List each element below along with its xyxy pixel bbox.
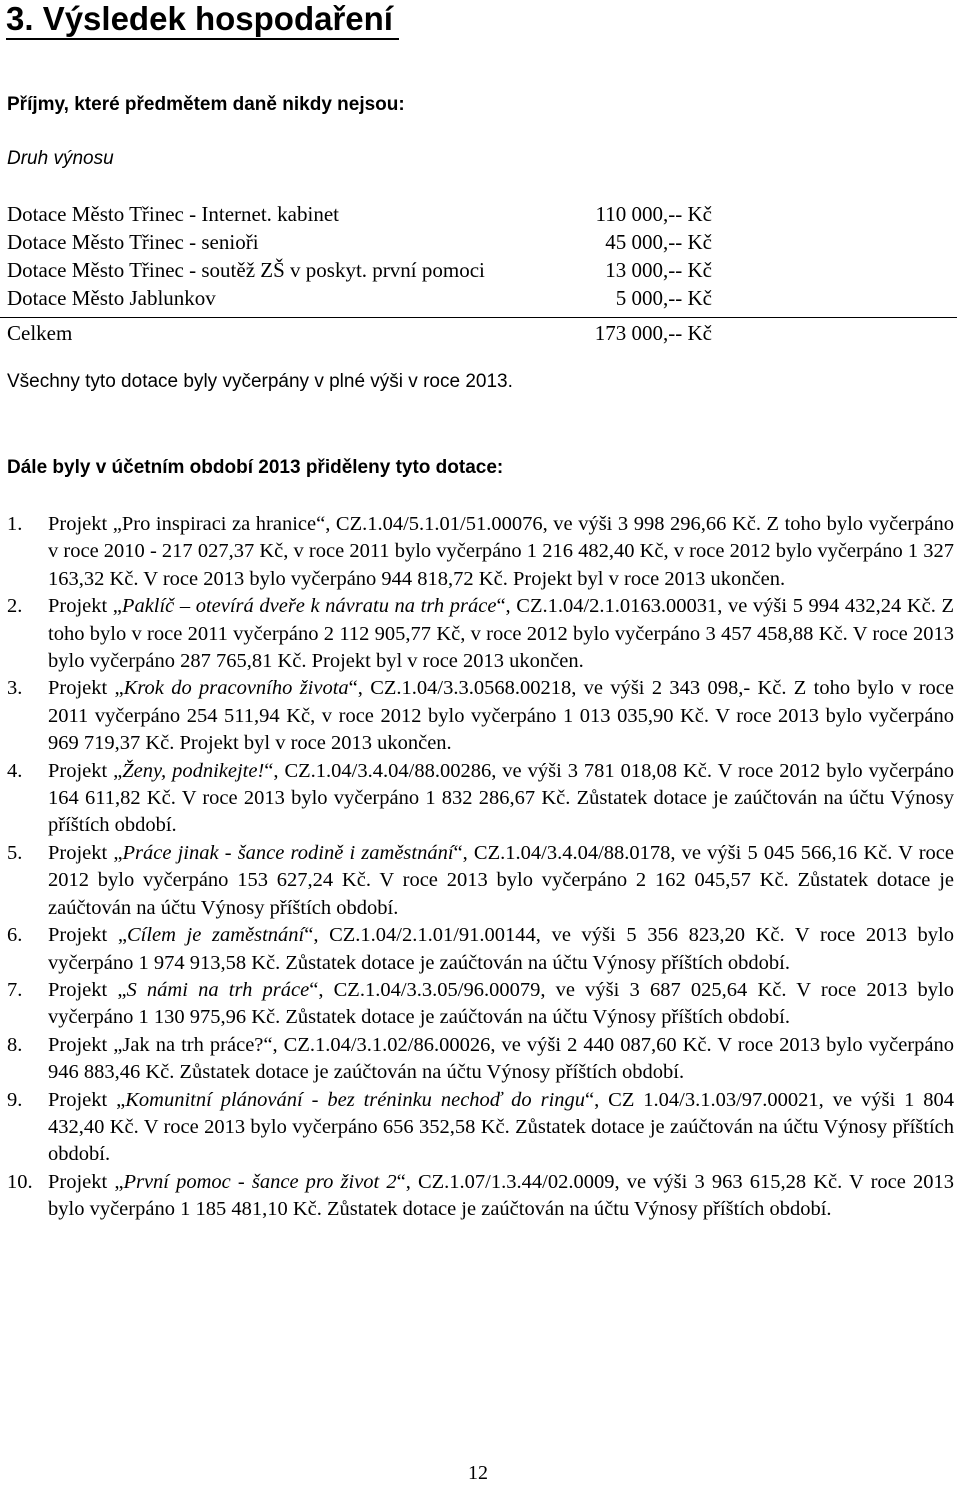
project-item xyxy=(0,675,954,757)
project-details: “, CZ.1.04/3.1.02/86.00026, ve výši 2 440 087,60 Kč. V roce 2013 bylo vyčerpáno 946 883,46 Kč. Zůstatek dotace je zaúčtován na účtu Výnosy příštích období. xyxy=(48,1033,954,1084)
project-details: “, CZ.1.04/5.1.01/51.00076, ve výši 3 998 296,66 Kč. Z toho bylo vyčerpáno v roce 2010 - 217 027,37 Kč, v roce 2011 bylo vyčerpáno 1 216 482,40 Kč, v roce 2012 bylo vyčerpáno 1 327 163,32 Kč. V roce 2013 bylo vyčerpáno 944 818,72 Kč. Projekt byl v roce 2013 ukončen. xyxy=(48,513,954,590)
project-number: 9. xyxy=(7,1088,23,1111)
project-details: “, CZ.1.07/1.3.44/02.0009, ve výši 3 963 615,28 Kč. V roce 2013 bylo vyčerpáno 1 185 481,10 Kč. Zůstatek dotace je zaúčtován na účtu Výnosy příštích období. xyxy=(48,1170,954,1221)
project-prefix: Projekt „ xyxy=(48,1170,124,1193)
income-row-label: Dotace Město Třinec - soutěž ZŠ v poskyt. první pomoci xyxy=(7,258,485,282)
projects-heading: Dále byly v účetním období 2013 přiděleny tyto dotace: xyxy=(7,457,504,478)
income-total-amount: 173 000,-- Kč xyxy=(594,321,712,345)
income-row-amount: 5 000,-- Kč xyxy=(615,286,712,310)
income-table xyxy=(0,202,957,348)
income-row-amount: 13 000,-- Kč xyxy=(605,258,712,282)
income-row-label: Dotace Město Třinec - senioři xyxy=(7,230,259,254)
project-prefix: Projekt „ xyxy=(48,924,127,947)
project-details: “, CZ.1.04/2.1.01/91.00144, ve výši 5 356 823,20 Kč. V roce 2013 bylo vyčerpáno 1 974 913,58 Kč. Zůstatek dotace je zaúčtován na účtu Výnosy příštích období. xyxy=(48,924,954,974)
income-row xyxy=(0,202,957,230)
project-name: Pro inspiraci za hranice xyxy=(121,513,317,535)
income-row-amount: 45 000,-- Kč xyxy=(605,230,712,254)
project-prefix: Projekt „ xyxy=(48,595,122,618)
column-header: Druh výnosu xyxy=(7,148,114,169)
income-row-label: Dotace Město Jablunkov xyxy=(7,286,216,310)
project-item xyxy=(0,977,954,1032)
project-name: Cílem je zaměstnání xyxy=(126,924,305,947)
project-number: 4. xyxy=(7,759,23,782)
project-details: “, CZ.1.04/3.3.05/96.00079, ve výši 3 687 025,64 Kč. V roce 2013 bylo vyčerpáno 1 130 975,96 Kč. Zůstatek dotace je zaúčtován na účtu Výnosy příštích období. xyxy=(48,978,954,1029)
project-number: 1. xyxy=(7,513,23,535)
project-details: “, CZ.1.04/3.4.04/88.00286, ve výši 3 781 018,08 Kč. V roce 2012 bylo vyčerpáno 164 611,82 Kč. V roce 2013 bylo vyčerpáno 1 832 286,67 Kč. Zůstatek dotace je zaúčtován na účtu Výnosy příštích období. xyxy=(48,759,954,837)
project-item xyxy=(0,1169,954,1224)
project-details: “, CZ.1.04/3.4.04/88.0178, ve výši 5 045 566,16 Kč. V roce 2012 bylo vyčerpáno 153 627,24 Kč. V roce 2013 bylo vyčerpáno 2 162 045,57 Kč. Zůstatek dotace je zaúčtován na účtu Výnosy příštích období. xyxy=(48,841,954,919)
project-name: Krok do pracovního života xyxy=(123,677,349,700)
project-name: Jak na trh práce? xyxy=(122,1033,264,1056)
project-details: “, CZ.1.04/2.1.0163.00031, ve výši 5 994 432,24 Kč. Z toho bylo v roce 2011 vyčerpáno 2 112 905,77 Kč, v roce 2012 bylo vyčerpáno 3 457 458,88 Kč. V roce 2013 bylo vyčerpáno 287 765,81 Kč. Projekt byl v roce 2013 ukončen. xyxy=(48,595,954,673)
project-item xyxy=(0,922,954,977)
project-prefix: Projekt „ xyxy=(48,759,123,782)
project-item xyxy=(0,1032,954,1087)
income-row-label: Dotace Město Třinec - Internet. kabinet xyxy=(7,202,339,226)
project-item xyxy=(0,1087,954,1169)
income-row xyxy=(0,258,957,286)
income-row-amount: 110 000,-- Kč xyxy=(595,202,712,226)
projects-list xyxy=(0,511,954,1224)
project-name: Komunitní plánování - bez tréninku nechoď do ringu xyxy=(125,1088,586,1111)
income-row xyxy=(0,286,957,314)
project-name: Práce jinak - šance rodině i zaměstnání xyxy=(122,841,454,864)
income-total-label: Celkem xyxy=(7,321,73,345)
project-number: 2. xyxy=(7,595,23,618)
project-item xyxy=(0,511,954,593)
project-number: 6. xyxy=(7,924,23,947)
project-number: 10. xyxy=(7,1170,33,1193)
project-prefix: Projekt „ xyxy=(48,978,127,1001)
income-row xyxy=(0,230,957,258)
project-name: Ženy, podnikejte! xyxy=(122,759,265,782)
project-item xyxy=(0,758,954,840)
project-details: “, CZ 1.04/3.1.03/97.00021, ve výši 1 804 432,40 Kč. V roce 2013 bylo vyčerpáno 656 352,58 Kč. Zůstatek dotace je zaúčtován na účtu Výnosy příštích období. xyxy=(48,1088,954,1166)
project-item xyxy=(0,593,954,675)
project-name: Paklíč – otevírá dveře k návratu na trh práce xyxy=(121,595,497,618)
project-name: První pomoc - šance pro život 2 xyxy=(123,1170,397,1193)
project-name: S námi na trh práce xyxy=(126,978,310,1001)
page-number: 12 xyxy=(468,1462,488,1484)
project-prefix: Projekt „ xyxy=(48,1033,123,1056)
income-heading: Příjmy, které předmětem daně nikdy nejsou: xyxy=(7,94,405,115)
project-item xyxy=(0,840,954,922)
project-prefix: Projekt „ xyxy=(48,841,123,864)
project-details: “, CZ.1.04/3.3.0568.00218, ve výši 2 343 098,- Kč. Z toho bylo v roce 2011 vyčerpáno 254 511,94 Kč, v roce 2012 bylo vyčerpáno 1 013 035,90 Kč. V roce 2013 bylo vyčerpáno 969 719,37 Kč. Projekt byl v roce 2013 ukončen. xyxy=(48,677,955,755)
project-prefix: Projekt „ xyxy=(48,677,124,700)
project-prefix: Projekt „ xyxy=(48,513,122,535)
project-number: 8. xyxy=(7,1033,23,1056)
income-total-row xyxy=(0,317,957,348)
income-note: Všechny tyto dotace byly vyčerpány v plné výši v roce 2013. xyxy=(7,371,513,392)
project-number: 5. xyxy=(7,841,23,864)
project-number: 3. xyxy=(7,677,23,700)
project-prefix: Projekt „ xyxy=(48,1088,126,1111)
page-title: 3. Výsledek hospodaření xyxy=(6,0,399,40)
project-number: 7. xyxy=(7,978,23,1001)
